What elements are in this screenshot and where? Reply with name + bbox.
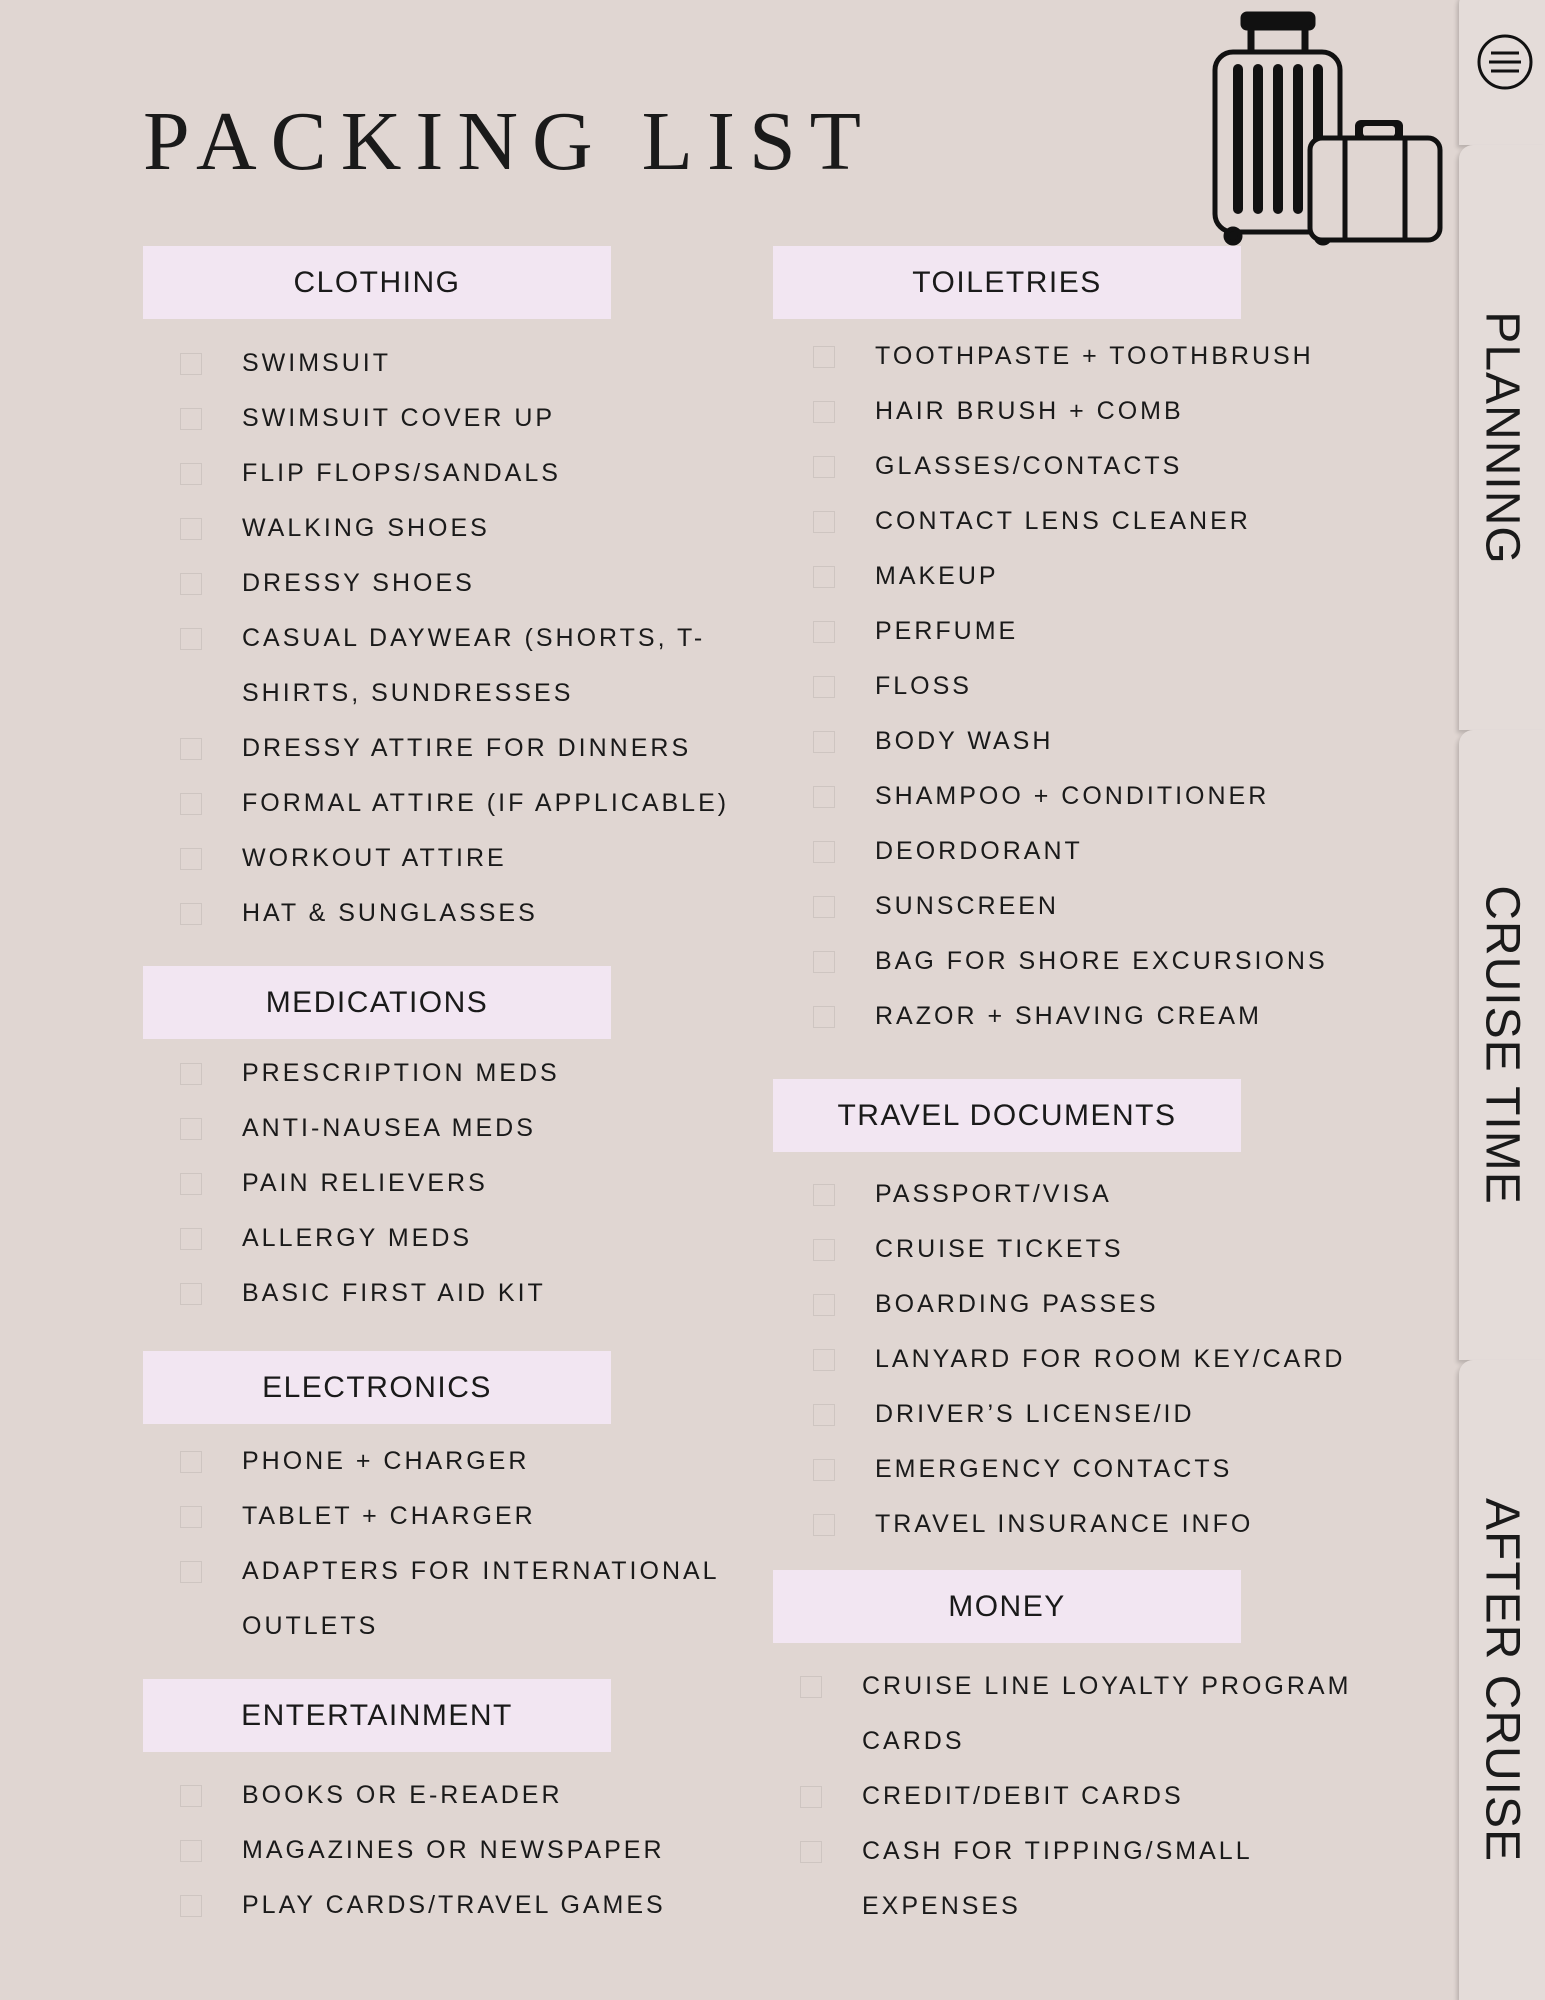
list-item[interactable]	[180, 501, 729, 556]
item-label: BASIC FIRST AID KIT	[242, 1279, 546, 1307]
list-item[interactable]	[813, 494, 1328, 549]
item-label: WORKOUT ATTIRE	[242, 844, 507, 872]
checkbox[interactable]	[180, 408, 202, 430]
checkbox[interactable]	[180, 628, 202, 650]
checkbox[interactable]	[180, 573, 202, 595]
item-label: FLIP FLOPS/SANDALS	[242, 459, 561, 487]
item-label: OUTLETS	[242, 1612, 379, 1640]
tab-label: AFTER CRUISE	[1475, 1497, 1529, 1863]
list-item[interactable]	[813, 934, 1328, 989]
checkbox[interactable]	[800, 1841, 822, 1863]
item-label: ALLERGY MEDS	[242, 1224, 473, 1252]
checkbox[interactable]	[813, 621, 835, 643]
list-item[interactable]	[813, 1332, 1345, 1387]
item-label: ADAPTERS FOR INTERNATIONAL	[242, 1557, 720, 1585]
checkbox[interactable]	[180, 353, 202, 375]
list-item[interactable]	[180, 1489, 720, 1544]
list-item[interactable]	[813, 1497, 1345, 1552]
checkbox[interactable]	[813, 1006, 835, 1028]
entertainment-list	[180, 1768, 666, 1933]
item-label: CASH FOR TIPPING/SMALL	[862, 1837, 1253, 1865]
checkbox[interactable]	[813, 1349, 835, 1371]
list-item-continuation	[180, 666, 729, 721]
checkbox[interactable]	[813, 1239, 835, 1261]
list-item[interactable]	[813, 1222, 1345, 1277]
item-label: MAGAZINES OR NEWSPAPER	[242, 1836, 665, 1864]
tab-planning[interactable]	[1459, 145, 1545, 730]
checkbox[interactable]	[813, 1404, 835, 1426]
list-item[interactable]	[180, 1878, 666, 1933]
item-label: TOOTHPASTE + TOOTHBRUSH	[875, 342, 1314, 370]
checkbox[interactable]	[180, 1118, 202, 1140]
list-item[interactable]	[180, 446, 729, 501]
list-item[interactable]	[180, 1768, 666, 1823]
travel-documents-list	[813, 1167, 1345, 1552]
list-item[interactable]	[813, 1442, 1345, 1497]
medications-list	[180, 1046, 560, 1321]
checkbox[interactable]	[813, 401, 835, 423]
item-label: CRUISE LINE LOYALTY PROGRAM	[862, 1672, 1352, 1700]
tab-label: PLANNING	[1475, 310, 1529, 565]
item-label: RAZOR + SHAVING CREAM	[875, 1002, 1262, 1030]
item-label: CRUISE TICKETS	[875, 1235, 1124, 1263]
item-label: MAKEUP	[875, 562, 999, 590]
list-item[interactable]	[180, 721, 729, 776]
list-item[interactable]	[813, 604, 1328, 659]
luggage-icon	[1205, 6, 1445, 246]
section-header-medications: MEDICATIONS	[143, 966, 611, 1039]
item-label: DRESSY ATTIRE FOR DINNERS	[242, 734, 692, 762]
item-label: PAIN RELIEVERS	[242, 1169, 488, 1197]
checkbox[interactable]	[180, 738, 202, 760]
checkbox[interactable]	[813, 1184, 835, 1206]
item-label: CASUAL DAYWEAR (SHORTS, T-	[242, 624, 706, 652]
checkbox[interactable]	[180, 1506, 202, 1528]
menu-tab[interactable]	[1459, 0, 1545, 145]
checkbox[interactable]	[800, 1676, 822, 1698]
electronics-list	[180, 1434, 720, 1654]
checkbox[interactable]	[813, 896, 835, 918]
section-header-toiletries: TOILETRIES	[773, 246, 1241, 319]
list-item-continuation	[800, 1714, 1351, 1769]
list-item[interactable]	[180, 1823, 666, 1878]
list-item[interactable]	[180, 1101, 560, 1156]
list-item[interactable]	[813, 439, 1328, 494]
list-item[interactable]	[180, 556, 729, 611]
checkbox[interactable]	[180, 848, 202, 870]
toiletries-list	[813, 329, 1328, 1044]
item-label: DEORDORANT	[875, 837, 1083, 865]
tab-after-cruise[interactable]	[1459, 1360, 1545, 2000]
item-label: SHIRTS, SUNDRESSES	[242, 679, 574, 707]
checkbox[interactable]	[813, 1514, 835, 1536]
list-item[interactable]	[813, 769, 1328, 824]
checkbox[interactable]	[180, 1840, 202, 1862]
tab-label: CRUISE TIME	[1475, 885, 1529, 1205]
list-item[interactable]	[800, 1769, 1351, 1824]
item-label: PERFUME	[875, 617, 1019, 645]
item-label: DRESSY SHOES	[242, 569, 475, 597]
checkbox[interactable]	[180, 1895, 202, 1917]
list-item[interactable]	[180, 1544, 720, 1599]
side-tabs	[1459, 0, 1545, 2000]
item-label: SHAMPOO + CONDITIONER	[875, 782, 1270, 810]
item-label: SWIMSUIT	[242, 349, 391, 377]
item-label: EMERGENCY CONTACTS	[875, 1455, 1233, 1483]
checkbox[interactable]	[813, 346, 835, 368]
item-label: BOOKS OR E-READER	[242, 1781, 563, 1809]
list-item[interactable]	[180, 391, 729, 446]
checkbox[interactable]	[180, 1063, 202, 1085]
list-item[interactable]	[180, 1434, 720, 1489]
item-label: CREDIT/DEBIT CARDS	[862, 1782, 1184, 1810]
list-item[interactable]	[813, 989, 1328, 1044]
item-label: ANTI-NAUSEA MEDS	[242, 1114, 536, 1142]
item-label: PASSPORT/VISA	[875, 1180, 1112, 1208]
checkbox[interactable]	[180, 463, 202, 485]
item-label: FORMAL ATTIRE (IF APPLICABLE)	[242, 789, 730, 817]
item-label: HAT & SUNGLASSES	[242, 899, 538, 927]
list-item[interactable]	[180, 886, 729, 941]
checkbox[interactable]	[813, 951, 835, 973]
page-title: PACKING LIST	[143, 95, 875, 188]
checkbox[interactable]	[180, 793, 202, 815]
list-item[interactable]	[800, 1659, 1351, 1714]
money-list	[800, 1659, 1351, 1934]
item-label: EXPENSES	[862, 1892, 1021, 1920]
checkbox[interactable]	[813, 1459, 835, 1481]
checkbox[interactable]	[180, 1173, 202, 1195]
item-label: PLAY CARDS/TRAVEL GAMES	[242, 1891, 666, 1919]
checkbox[interactable]	[180, 518, 202, 540]
item-label: SUNSCREEN	[875, 892, 1059, 920]
list-item[interactable]	[813, 879, 1328, 934]
section-header-entertainment: ENTERTAINMENT	[143, 1679, 611, 1752]
list-item[interactable]	[813, 824, 1328, 879]
section-header-money: MONEY	[773, 1570, 1241, 1643]
clothing-list	[180, 336, 729, 941]
list-item[interactable]	[180, 1156, 560, 1211]
checkbox[interactable]	[813, 566, 835, 588]
item-label: BODY WASH	[875, 727, 1054, 755]
item-label: WALKING SHOES	[242, 514, 490, 542]
checkbox[interactable]	[813, 456, 835, 478]
checkbox[interactable]	[180, 1785, 202, 1807]
list-item[interactable]	[813, 714, 1328, 769]
item-label: TABLET + CHARGER	[242, 1502, 536, 1530]
item-label: PHONE + CHARGER	[242, 1447, 530, 1475]
checkbox[interactable]	[180, 1451, 202, 1473]
item-label: TRAVEL INSURANCE INFO	[875, 1510, 1254, 1538]
checkbox[interactable]	[180, 1561, 202, 1583]
list-item[interactable]	[813, 384, 1328, 439]
item-label: BAG FOR SHORE EXCURSIONS	[875, 947, 1328, 975]
item-label: PRESCRIPTION MEDS	[242, 1059, 560, 1087]
section-header-electronics: ELECTRONICS	[143, 1351, 611, 1424]
checkbox[interactable]	[180, 1228, 202, 1250]
item-label: LANYARD FOR ROOM KEY/CARD	[875, 1345, 1346, 1373]
list-item[interactable]	[813, 1387, 1345, 1442]
menu-icon[interactable]	[1476, 33, 1534, 91]
item-label: CARDS	[862, 1727, 965, 1755]
list-item[interactable]	[813, 329, 1328, 384]
checkbox[interactable]	[180, 903, 202, 925]
list-item[interactable]	[813, 1277, 1345, 1332]
item-label: BOARDING PASSES	[875, 1290, 1159, 1318]
list-item[interactable]	[180, 776, 729, 831]
checkbox[interactable]	[813, 676, 835, 698]
checkbox[interactable]	[813, 511, 835, 533]
item-label: DRIVER’S LICENSE/ID	[875, 1400, 1195, 1428]
list-item[interactable]	[813, 659, 1328, 714]
checkbox[interactable]	[813, 1294, 835, 1316]
checkbox[interactable]	[813, 731, 835, 753]
list-item[interactable]	[180, 611, 729, 666]
list-item[interactable]	[180, 1266, 560, 1321]
item-label: SWIMSUIT COVER UP	[242, 404, 556, 432]
list-item[interactable]	[800, 1824, 1351, 1879]
list-item[interactable]	[180, 1046, 560, 1101]
section-header-travel-documents: TRAVEL DOCUMENTS	[773, 1079, 1241, 1152]
item-label: GLASSES/CONTACTS	[875, 452, 1183, 480]
list-item[interactable]	[180, 1211, 560, 1266]
list-item-continuation	[800, 1879, 1351, 1934]
checkbox[interactable]	[813, 841, 835, 863]
list-item-continuation	[180, 1599, 720, 1654]
list-item[interactable]	[813, 549, 1328, 604]
item-label: FLOSS	[875, 672, 972, 700]
list-item[interactable]	[180, 831, 729, 886]
checkbox[interactable]	[800, 1786, 822, 1808]
tab-cruise-time[interactable]	[1459, 730, 1545, 1360]
checkbox[interactable]	[180, 1283, 202, 1305]
item-label: CONTACT LENS CLEANER	[875, 507, 1251, 535]
checkbox[interactable]	[813, 786, 835, 808]
list-item[interactable]	[180, 336, 729, 391]
list-item[interactable]	[813, 1167, 1345, 1222]
item-label: HAIR BRUSH + COMB	[875, 397, 1184, 425]
section-header-clothing: CLOTHING	[143, 246, 611, 319]
